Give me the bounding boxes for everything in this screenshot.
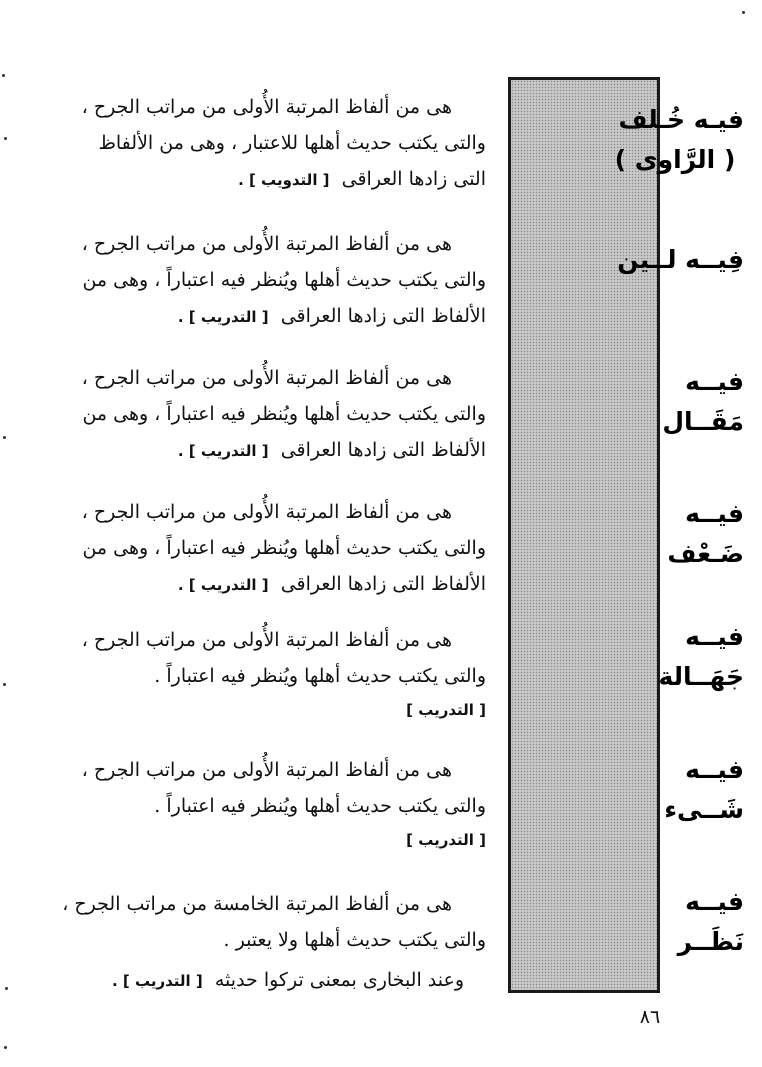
entry-line: هى من ألفاظ المرتبة الأُولى من مراتب الجرح ، [81, 629, 452, 651]
reference: [ التدريب ] . [177, 442, 269, 460]
scan-speck [3, 436, 6, 439]
reference: [ التدريب ] [406, 831, 486, 849]
entry-1-text [81, 89, 486, 198]
entry-line: هى من ألفاظ المرتبة الأُولى من مراتب الجرح ، [81, 501, 452, 523]
entry-line: والتى يكتب حديث أهلها ويُنظر فيه اعتباراً ، وهى من [82, 403, 486, 425]
term-1-sub: ( الرَّاوى ) [614, 145, 736, 174]
page-number: ٨٦ [639, 1006, 661, 1028]
scan-speck [742, 11, 745, 14]
term-6 [614, 750, 744, 830]
entry-3-text [81, 360, 486, 469]
scan-speck [3, 683, 6, 686]
reference: [ التدويب ] . [238, 171, 330, 189]
entry-line: الألفاظ التى زادها العراقى [280, 439, 486, 461]
term-7-label: فيــه نَظَــر [677, 887, 744, 956]
entry-line: هى من ألفاظ المرتبة الأُولى من مراتب الجرح ، [81, 96, 452, 118]
entry-line: الألفاظ التى زادها العراقى [280, 573, 486, 595]
scan-speck [4, 1046, 7, 1049]
entry-7-text [62, 886, 486, 999]
term-4-label: فيــه ضَـعْف [667, 499, 744, 568]
term-3 [614, 362, 744, 442]
entry-2-text [81, 226, 486, 335]
entry-line: وعند البخارى بمعنى تركوا حديثه [214, 969, 464, 991]
entry-4-text [81, 494, 486, 603]
term-4 [614, 494, 744, 574]
term-1-label: فيـه خُـلف [618, 105, 744, 134]
reference: [ التدريب ] [406, 701, 486, 719]
entry-5-text [81, 622, 486, 726]
entry-line: والتى يكتب حديث أهلها ويُنظر فيه اعتباراً . [154, 795, 486, 817]
scan-speck [2, 74, 5, 77]
term-1 [614, 100, 744, 180]
reference: [ التدريب ] . [177, 308, 269, 326]
reference: [ التدريب ] . [111, 972, 203, 990]
scan-speck [5, 987, 8, 990]
entry-line: والتى يكتب حديث أهلها ويُنظر فيه اعتباراً ، وهى من [82, 537, 486, 559]
entry-6-text [81, 752, 486, 856]
term-2 [614, 240, 744, 280]
entry-line: والتى يكتب حديث أهلها للاعتبار ، وهى من الألفاظ [98, 132, 486, 154]
entry-line: هى من ألفاظ المرتبة الأُولى من مراتب الجرح ، [81, 759, 452, 781]
entry-line: هى من ألفاظ المرتبة الأُولى من مراتب الجرح ، [81, 233, 452, 255]
term-5-label: فيــه جَهَــالة [658, 622, 744, 691]
term-2-label: فِيــه لــين [617, 245, 744, 274]
term-7 [614, 882, 744, 962]
entry-line: هى من ألفاظ المرتبة الخامسة من مراتب الجرح ، [62, 893, 452, 915]
scan-speck [4, 137, 7, 140]
entry-line: هى من ألفاظ المرتبة الأُولى من مراتب الجرح ، [81, 367, 452, 389]
term-3-label: فيــه مَقَــال [662, 367, 744, 436]
entry-line: والتى يكتب حديث أهلها ولا يعتبر . [223, 929, 486, 951]
reference: [ التدريب ] . [177, 576, 269, 594]
term-5 [614, 617, 744, 697]
entry-line: الألفاظ التى زادها العراقى [280, 305, 486, 327]
entry-line: والتى يكتب حديث أهلها ويُنظر فيه اعتباراً ، وهى من [82, 269, 486, 291]
entry-line: التى زادها العراقى [341, 168, 486, 190]
entry-line: والتى يكتب حديث أهلها ويُنظر فيه اعتباراً . [154, 665, 486, 687]
term-6-label: فيــه شَــىء [664, 755, 744, 824]
